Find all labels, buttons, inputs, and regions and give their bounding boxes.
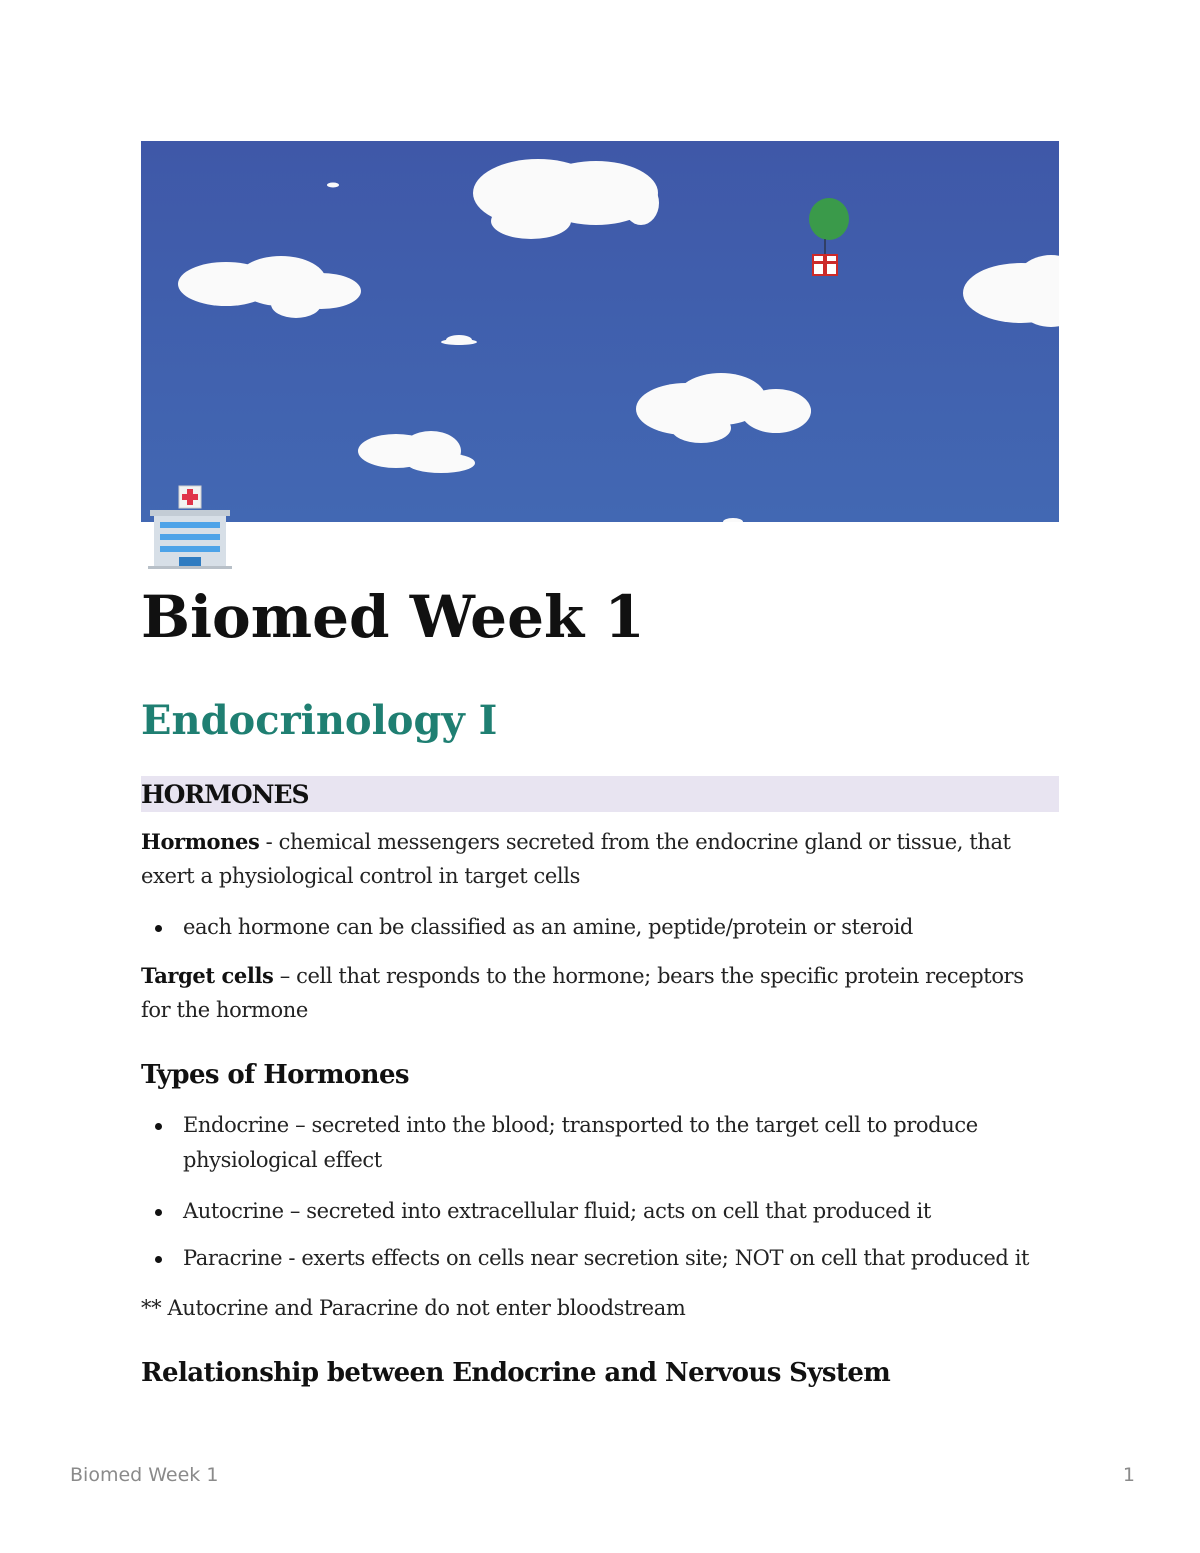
bullet-dot: [155, 1256, 162, 1263]
list-item-classification: each hormone can be classified as an amine, peptide/protein or steroid: [183, 915, 913, 939]
term-target-cells: Target cells: [141, 963, 274, 988]
footer-document-name: Biomed Week 1: [70, 1464, 219, 1486]
hormones-definition-line2: exert a physiological control in target cells: [141, 864, 580, 888]
page-title: Biomed Week 1: [141, 583, 645, 651]
hormones-definition-line1: - chemical messengers secreted from the endocrine gland or tissue, that: [259, 830, 1011, 854]
list-item-paracrine: Paracrine - exerts effects on cells near secretion site; NOT on cell that produced it: [183, 1246, 1030, 1270]
term-hormones: Hormones: [141, 829, 260, 854]
bullet-dot: [155, 1209, 162, 1216]
sky-illustration: [141, 141, 1059, 522]
cover-banner: [141, 141, 1059, 522]
bullet-dot: [155, 1123, 162, 1130]
heading-endocrinology: Endocrinology I: [141, 697, 498, 744]
heading-hormones: HORMONES: [141, 780, 309, 809]
list-item-autocrine: Autocrine – secreted into extracellular fluid; acts on cell that produced it: [183, 1199, 931, 1223]
hospital-icon[interactable]: [146, 484, 232, 570]
list-item-endocrine: Endocrine – secreted into the blood; transported to the target cell to produce: [183, 1113, 978, 1137]
target-definition-line2: for the hormone: [141, 998, 308, 1022]
note-bloodstream: ** Autocrine and Paracrine do not enter bloodstream: [141, 1296, 686, 1320]
paragraph-hormones: [141, 824, 1011, 860]
footer-page-number: 1: [1122, 1464, 1135, 1486]
list-item-endocrine-continued: physiological effect: [183, 1148, 382, 1172]
bullet-dot: [155, 925, 162, 932]
heading-relationship: Relationship between Endocrine and Nervous System: [141, 1358, 891, 1388]
paragraph-target-cells: [141, 958, 1024, 994]
target-definition-line1: – cell that responds to the hormone; bears the specific protein receptors: [273, 964, 1024, 988]
heading-types-of-hormones: Types of Hormones: [141, 1060, 409, 1090]
